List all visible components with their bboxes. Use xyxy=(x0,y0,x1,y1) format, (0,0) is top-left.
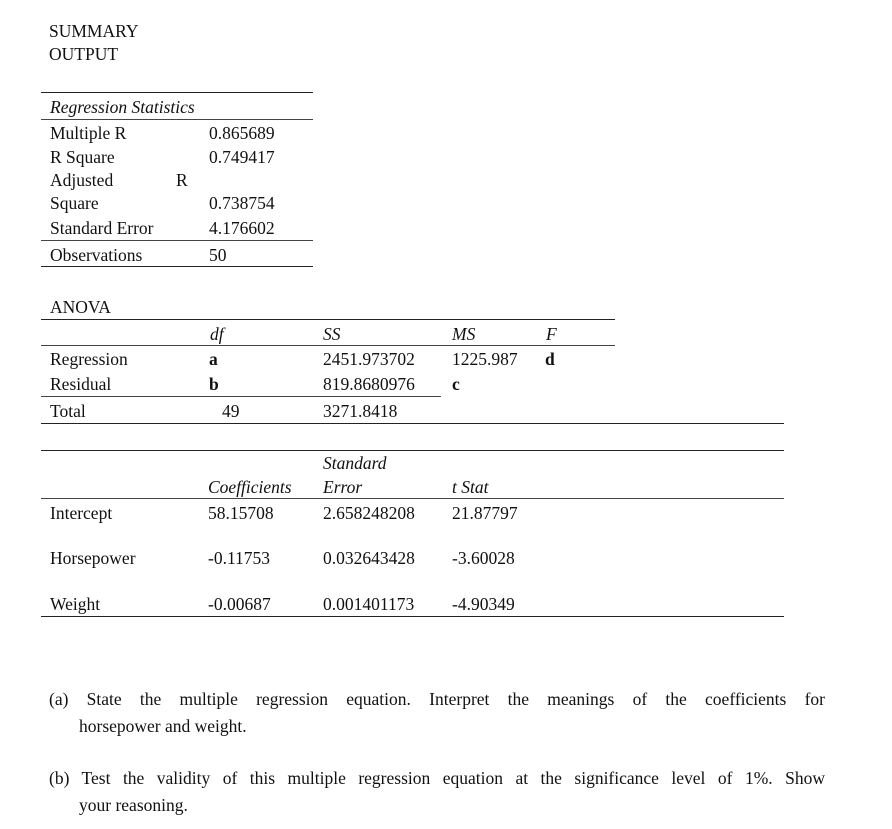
coef-header-error: Error xyxy=(323,477,363,497)
coef-header-coefficients: Coefficients xyxy=(208,477,292,497)
coef-value-intercept: 58.15708 xyxy=(208,503,274,523)
anova-ms-residual: c xyxy=(452,374,460,394)
stat-value-observations: 50 xyxy=(209,245,227,265)
question-a-line2: horsepower and weight. xyxy=(79,716,247,736)
stat-label-observations: Observations xyxy=(50,245,143,265)
stat-label-multiple-r: Multiple R xyxy=(50,123,127,143)
question-a-line1: (a) State the multiple regression equation. Interpret the meanings of the coefficients for xyxy=(49,689,825,709)
stat-label-r: R xyxy=(176,170,188,190)
coef-t-horsepower: -3.60028 xyxy=(452,548,515,568)
coef-header-rule xyxy=(41,498,784,499)
anova-df-total: 49 xyxy=(222,401,240,421)
anova-label-regression: Regression xyxy=(50,349,128,369)
coef-top-rule xyxy=(41,450,784,451)
stat-label-standard-error: Standard Error xyxy=(50,218,154,238)
question-b-line1: (b) Test the validity of this multiple regression equation at the significance level of 1%. Show xyxy=(49,768,825,788)
anova-title: ANOVA xyxy=(50,297,111,317)
question-b xyxy=(49,765,825,819)
row-rule xyxy=(41,240,313,241)
stat-label-adjusted: Adjusted xyxy=(50,170,114,190)
coef-t-intercept: 21.87797 xyxy=(452,503,518,523)
coef-se-horsepower: 0.032643428 xyxy=(323,548,415,568)
coef-label-horsepower: Horsepower xyxy=(50,548,136,568)
anova-ms-regression: 1225.987 xyxy=(452,349,518,369)
question-b-line2: your reasoning. xyxy=(79,795,188,815)
question-a xyxy=(49,686,825,740)
anova-ss-regression: 2451.973702 xyxy=(323,349,415,369)
coef-bottom-rule xyxy=(41,616,784,617)
coef-label-intercept: Intercept xyxy=(50,503,113,523)
anova-row-rule xyxy=(41,396,441,397)
stat-value-multiple-r: 0.865689 xyxy=(209,123,275,143)
coef-se-intercept: 2.658248208 xyxy=(323,503,415,523)
coef-label-weight: Weight xyxy=(50,594,101,614)
header-rule xyxy=(41,119,313,120)
coef-se-weight: 0.001401173 xyxy=(323,594,415,614)
anova-header-f: F xyxy=(546,324,557,344)
anova-label-total: Total xyxy=(50,401,86,421)
anova-header-df: df xyxy=(210,324,224,344)
regression-statistics-title: Regression Statistics xyxy=(50,97,195,117)
table-top-rule xyxy=(41,92,313,93)
coef-value-weight: -0.00687 xyxy=(208,594,271,614)
anova-f-regression: d xyxy=(545,349,555,369)
coef-header-standard: Standard xyxy=(323,453,387,473)
coef-header-t-stat: t Stat xyxy=(452,477,489,497)
anova-df-regression: a xyxy=(209,349,218,369)
coef-t-weight: -4.90349 xyxy=(452,594,515,614)
anova-label-residual: Residual xyxy=(50,374,112,394)
stat-label-square: Square xyxy=(50,193,99,213)
stat-label-r-square: R Square xyxy=(50,147,115,167)
stat-value-adjusted-r-square: 0.738754 xyxy=(209,193,275,213)
anova-df-residual: b xyxy=(209,374,219,394)
summary-title-line1: SUMMARY xyxy=(49,21,139,41)
table-bottom-rule xyxy=(41,266,313,267)
summary-title-line2: OUTPUT xyxy=(49,44,119,64)
stat-value-r-square: 0.749417 xyxy=(209,147,275,167)
anova-top-rule xyxy=(41,319,615,320)
anova-header-ss: SS xyxy=(323,324,341,344)
anova-bottom-rule xyxy=(41,423,784,424)
stat-value-standard-error: 4.176602 xyxy=(209,218,275,238)
coef-value-horsepower: -0.11753 xyxy=(208,548,271,568)
anova-ss-residual: 819.8680976 xyxy=(323,374,415,394)
anova-header-ms: MS xyxy=(452,324,476,344)
anova-ss-total: 3271.8418 xyxy=(323,401,398,421)
anova-header-rule xyxy=(41,345,615,346)
